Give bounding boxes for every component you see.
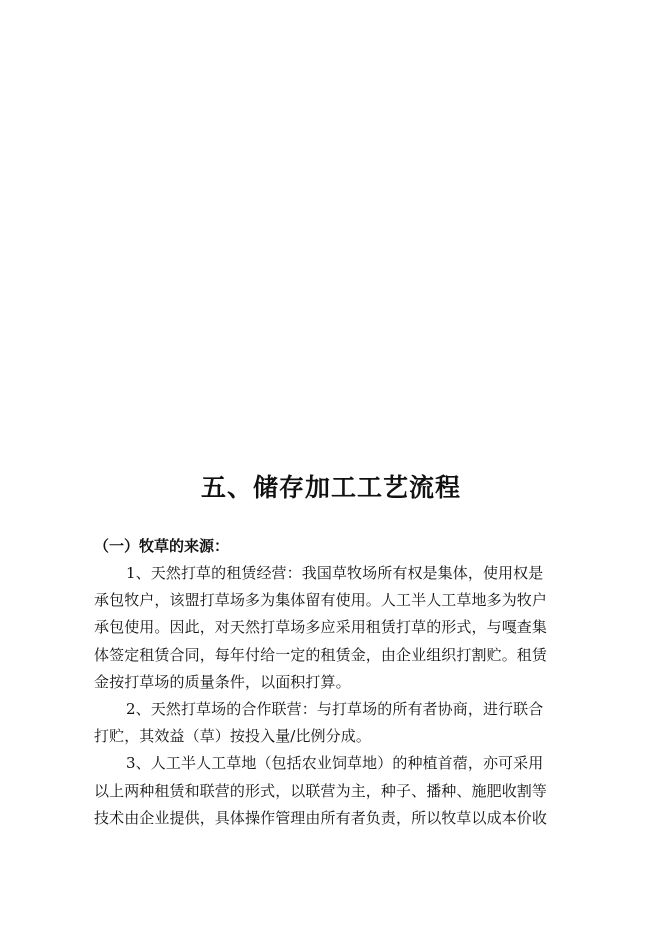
paragraph-line: 打贮，其效益（草）按投入量/比例分成。 bbox=[94, 727, 371, 746]
paragraph-line: 2、天然打草场的合作联营：与打草场的所有者协商，进行联合 bbox=[126, 699, 544, 718]
paragraph-line: 技术由企业提供，具体操作管理由所有者负责，所以牧草以成本价收 bbox=[94, 808, 548, 827]
paragraph-line: 1、天然打草的租赁经营：我国草牧场所有权是集体，使用权是 bbox=[126, 564, 544, 582]
paragraph-line: 3、人工半人工草地（包括农业饲草地）的种植首蓿，亦可采用 bbox=[126, 754, 544, 773]
paragraph-line: 承包使用。因此，对天然打草场多应采用租赁打草的形式，与嘎查集 bbox=[94, 618, 548, 637]
paragraph-line: 以上两种租赁和联营的形式，以联营为主，种子、播种、施肥收割等 bbox=[94, 781, 548, 800]
body-text bbox=[94, 560, 564, 832]
page-title: 五、储存加工工艺流程 bbox=[200, 473, 461, 502]
paragraph-line: 承包牧户，该盟打草场多为集体留有使用。人工半人工草地多为牧户 bbox=[94, 591, 548, 610]
paragraph-line: 金按打草场的质量条件，以面积打算。 bbox=[94, 672, 351, 691]
section-heading: （一）牧草的来源： bbox=[94, 537, 230, 555]
paragraph-line: 体签定租赁合同，每年付给一定的租赁金，由企业组织打割贮。租赁 bbox=[94, 645, 548, 664]
